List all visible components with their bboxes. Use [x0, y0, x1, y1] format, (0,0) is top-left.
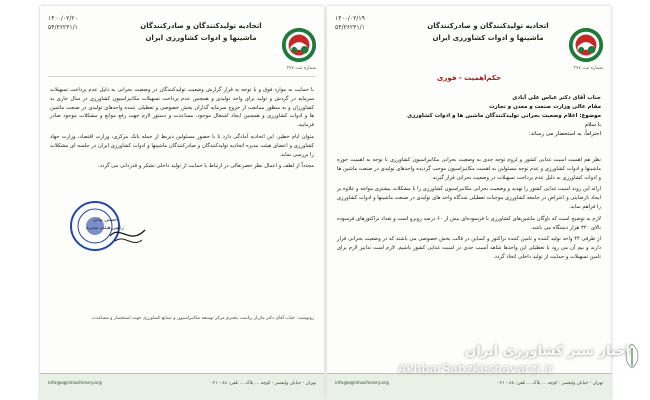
organization-title-line2: ماشینها و ادوات کشاورزی ایران [432, 34, 544, 42]
organization-title-line2: ماشینها و ادوات کشاورزی ایران [145, 34, 257, 42]
footer-address: تهران - خیابان ولیعصر - کوچه ... پلاک ... تلفن: ۸۸ - ۰۲۱ [210, 381, 316, 386]
letter-number: ۵۴/۳۶۲۳۱/۱ [48, 24, 78, 31]
organization-title [413, 20, 563, 44]
letter-body [50, 86, 314, 174]
body-paragraph: مجدداً از لطف و اعمال نظر حضرتعالی در ارتباط با حمایت از تولید داخلی تشکر و قدردانی می گردد. [97, 163, 314, 170]
addressee-block [407, 94, 601, 139]
addressee-line: جناب آقای دکتر عباس علی آبادی [512, 95, 601, 101]
body-paragraph: ارائه این روند امنیت غذایی کشور را تهدید و وضعیت بحرانی مکانیزاسیون کشاورزی را با مشکلات بیشتری مواجه و علاوه بر ایجاد نارضایتی و اعتراض در جامعه کشاورزی موجبات تعطیلی شدگاه واحد های تولیدی در صنعت ماشینها و ادوات کشاورزی را فراهم نماید. [337, 186, 601, 210]
letter-date: ۱۴۰۰/۰۳/۲۰ [48, 15, 78, 22]
letter-page-left [40, 6, 324, 400]
footer-email: info@agrimachinery.org [335, 381, 389, 386]
body-paragraph: لازم به توضیح است که ناوگان ماشین‌های کشاورزی با فرسوده‌ای بیش از ۶۰ درصد روبرو است و تعداد تراکتورهای فرسوده بالای ۳۲۰ هزار دستگاه می باشد. [337, 215, 601, 231]
subject-line: موضوع: اعلام وضعیت بحرانی تولیدکنندگان ماشین ها و ادوات کشاورزی [407, 113, 601, 119]
body-paragraph: متوان ایام خطیر، این اتحادیه آمادگی دارد تا با حضور مسئولین ذیربط از جمله بانک مرکزی، وزارت اقتصاد، وزارت جهاد کشاورزی و اعضای هیئت مدیره اتحادیه تولیدکنندگان و صادرکنندگان ماشینها و ادوات کشاورزی ایران در جلسه ای مشکلات را بررسی نماید. [50, 133, 314, 158]
greeting: با سلام [584, 122, 601, 128]
letter-footer [327, 373, 611, 400]
footer-email: info@agrimachinery.org [48, 381, 102, 386]
header-divider [48, 76, 316, 77]
organization-title-line1: اتحادیه تولیدکنندگان و صادرکنندگان [140, 22, 262, 30]
body-paragraph: با حمایت به موارد فوق و با توجه به قرار گزارش وضعیت تولیدکنندگان در وضعیت بحرانی به دلیل عدم پرداخت تسهیلات سرمایه در گردش و تولید برای واحد تولیدی و همچنین عدم پرداخت تسهیلات مکانیزاسیون کشاورزی در سال جاری به کشاورزان و به منظور ممانعت از خروج سرمایه گذاران بخش خصوصی و تعطیلی عمده واحدهای تولیدی در صنعت ماشین ها و ادوات کشاورزی و همچنین ایجاد اشتغال موجود، مساعدت و دستور لازم جهت رفع موانع و مشکلات موجود صادر فرمایید. [50, 87, 314, 129]
letter-date: ۱۴۰۰/۰۳/۱۹ [335, 15, 365, 22]
letter-body [337, 156, 601, 265]
letter-date-block [48, 14, 78, 32]
body-paragraph: از طرفی ۴۴ واحد تولید کننده و تامین کننده تراکتور و کمباین در قالب بخش خصوصی می باشند که در وضعیت بحرانی قرار دارند و بیم آن می رود با تعطیلی این واحدها شاهد آسیب جدی در امنیت غذایی کشور باشیم. لازم است تدابیر لازم برای تامین تسهیلات و حمایت از تولید داخلی اتخاذ گردد. [337, 236, 601, 260]
addressee-line: مقام عالی وزارت صنعت و معدن و تجارت [489, 104, 601, 110]
organization-logo-icon [280, 26, 318, 64]
signature-title: رئیس هیئت مدیره [86, 225, 124, 231]
signature-block [70, 216, 140, 232]
letter-footer [40, 373, 324, 400]
logo-caption: شماره ثبت ۳۷۷ [573, 66, 603, 71]
letter-number: ۵۴/۳۶۲۳۱/۱ [335, 24, 365, 31]
signature-name: حسین بیاتی [92, 217, 118, 223]
organization-title [126, 20, 276, 44]
urgency-banner: حکم‌اهمیت - فوری [436, 74, 501, 82]
logo-caption: شماره ثبت ۳۷۷ [286, 66, 316, 71]
body-paragraph: نظر هم اهمیت امنیت غذایی کشور و لزوم توجه جدی به وضعیت بحرانی مکانیزاسیون کشاورزی با توجه به اهمیت حوزه ماشینها و ادوات کشاورزی و عدم توجه مسئولین به اهمیت مکانیزاسیون موجب گردیده واحدهای تولیدی در صنعت ماشین ها و ادوات کشاورزی به دلیل عدم پرداخت تسهیلات در وضعیت بحرانی قرار گیرند. [337, 157, 601, 181]
letter-cc-note: رونوشت: جناب آقای دکتر مازیار ریاست محترم مرکز توسعه مکانیزاسیون و صنایع کشاورزی جهت استحضار و مساعدت [91, 316, 314, 321]
organization-logo-icon [567, 26, 605, 64]
footer-address: تهران - خیابان ولیعصر - کوچه ... پلاک ... تلفن: ۸۸ - ۰۲۱ [497, 381, 603, 386]
watermark-title: اخبار سبز کشاورزی ایران [465, 344, 630, 359]
letter-date-block [335, 14, 365, 32]
watermark-url: AkhbarSabzKeshavarzi.ir [398, 362, 554, 376]
greeting-2: احتراماً، به استحضار می رساند: [528, 131, 601, 137]
letter-page-right [327, 6, 611, 400]
organization-title-line1: اتحادیه تولیدکنندگان و صادرکنندگان [427, 22, 549, 30]
